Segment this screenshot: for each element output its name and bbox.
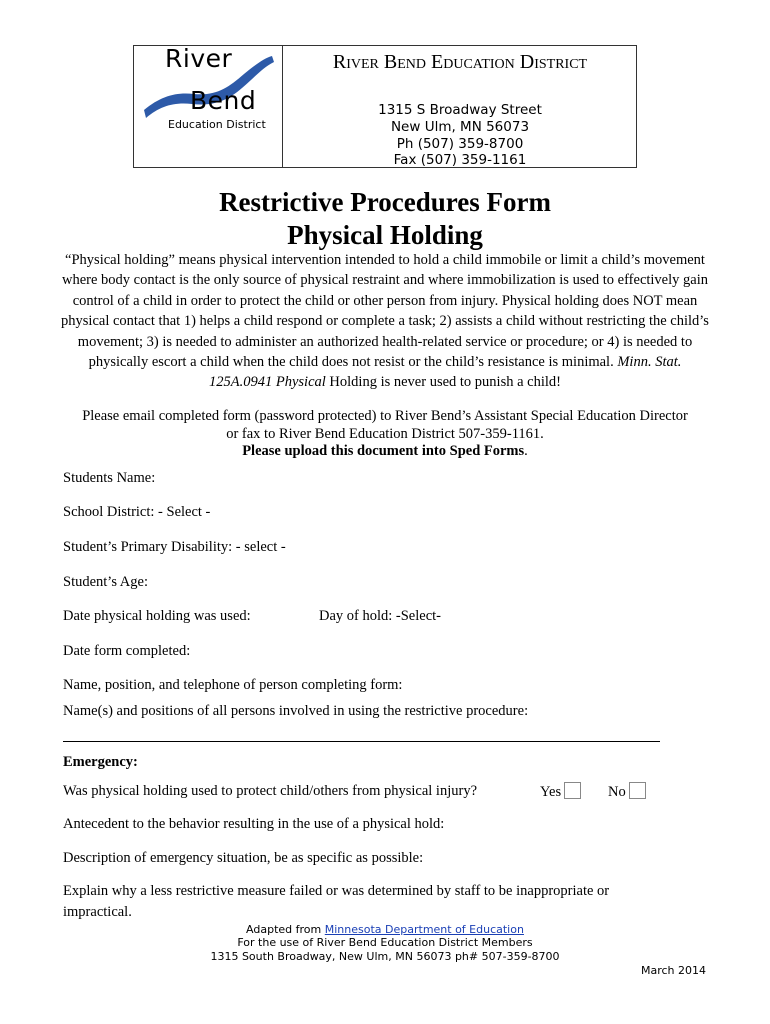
date-used-field[interactable]: Date physical holding was used:	[63, 608, 251, 624]
explain-field-line-2: impractical.	[63, 904, 132, 920]
definition-paragraph	[60, 250, 710, 393]
school-district-select[interactable]: School District: - Select -	[63, 504, 211, 520]
upload-instruction-bold: Please upload this document into Sped Forms	[242, 443, 525, 460]
address-line-1: 1315 S Broadway Street	[378, 102, 542, 118]
form-subtitle: Physical Holding	[287, 220, 483, 250]
statute-citation: Minn. Stat. 125A.0941 Physical	[209, 354, 682, 391]
mde-link[interactable]: Minnesota Department of Education	[324, 923, 524, 936]
form-title: Restrictive Procedures Form	[219, 187, 551, 217]
upload-instruction	[60, 443, 710, 461]
footer-adapted	[0, 923, 770, 937]
address-line-2: New Ulm, MN 56073	[390, 119, 530, 135]
injury-question: Was physical holding used to protect child/others from physical injury?	[63, 783, 478, 799]
no-checkbox[interactable]	[629, 782, 646, 799]
instructions-line-2: or fax to River Bend Education District 507-359-1161.	[226, 425, 544, 442]
instructions	[60, 408, 710, 461]
disability-select[interactable]: Student’s Primary Disability: - select -	[63, 539, 286, 555]
student-name-field[interactable]: Students Name:	[63, 470, 156, 486]
logo-word-bend: Bend	[190, 86, 257, 115]
definition-ending: Holding is never used to punish a child!	[325, 374, 561, 391]
student-age-field[interactable]: Student’s Age:	[63, 574, 148, 590]
logo-subtitle: Education District	[168, 118, 266, 131]
upload-instruction-period: .	[524, 443, 528, 460]
no-option[interactable]	[608, 782, 646, 801]
yes-option[interactable]	[540, 782, 581, 801]
form-date: March 2014	[640, 964, 706, 977]
phone-number: Ph (507) 359-8700	[396, 136, 524, 152]
section-divider	[63, 741, 660, 742]
adapted-prefix: Adapted from	[246, 923, 325, 936]
person-completing-field[interactable]: Name, position, and telephone of person completing form:	[63, 677, 403, 693]
antecedent-field[interactable]: Antecedent to the behavior resulting in the use of a physical hold:	[63, 816, 445, 832]
persons-involved-field[interactable]: Name(s) and positions of all persons involved in using the restrictive procedure:	[63, 703, 529, 719]
logo-word-river: River	[165, 44, 233, 73]
yes-checkbox[interactable]	[564, 782, 581, 799]
footer-address: 1315 South Broadway, New Ulm, MN 56073 ph# 507-359-8700	[210, 950, 560, 963]
district-name: River Bend Education District	[332, 51, 588, 73]
date-completed-field[interactable]: Date form completed:	[63, 643, 191, 659]
footer-members: For the use of River Bend Education District Members	[237, 936, 533, 949]
definition-text: “Physical holding” means physical intervention intended to hold a child immobile or limit a child’s movement where body contact is the only source of physical restraint and where immobilization is used to effectively gain control of a child in order to protect the child or other person from injury. Physical holding does NOT mean physical contact that 1) helps a child respond or complete a task; 2) assists a child without restricting the child’s movement; 3) is needed to administer an authorized health-related service or procedure; or 4) is needed to physically escort a child when the child does not resist or the child’s resistance is minimal.	[61, 252, 709, 371]
fax-number: Fax (507) 359-1161	[393, 152, 527, 168]
day-of-hold-select[interactable]: Day of hold: -Select-	[319, 608, 442, 624]
explain-field-line-1[interactable]: Explain why a less restrictive measure failed or was determined by staff to be inappropriate or	[63, 883, 610, 899]
no-label: No	[608, 784, 626, 800]
instructions-line-1: Please email completed form (password protected) to River Bend’s Assistant Special Education Director	[82, 408, 688, 424]
emergency-heading: Emergency:	[63, 754, 138, 770]
yes-label: Yes	[540, 784, 562, 800]
description-field[interactable]: Description of emergency situation, be as specific as possible:	[63, 850, 424, 866]
